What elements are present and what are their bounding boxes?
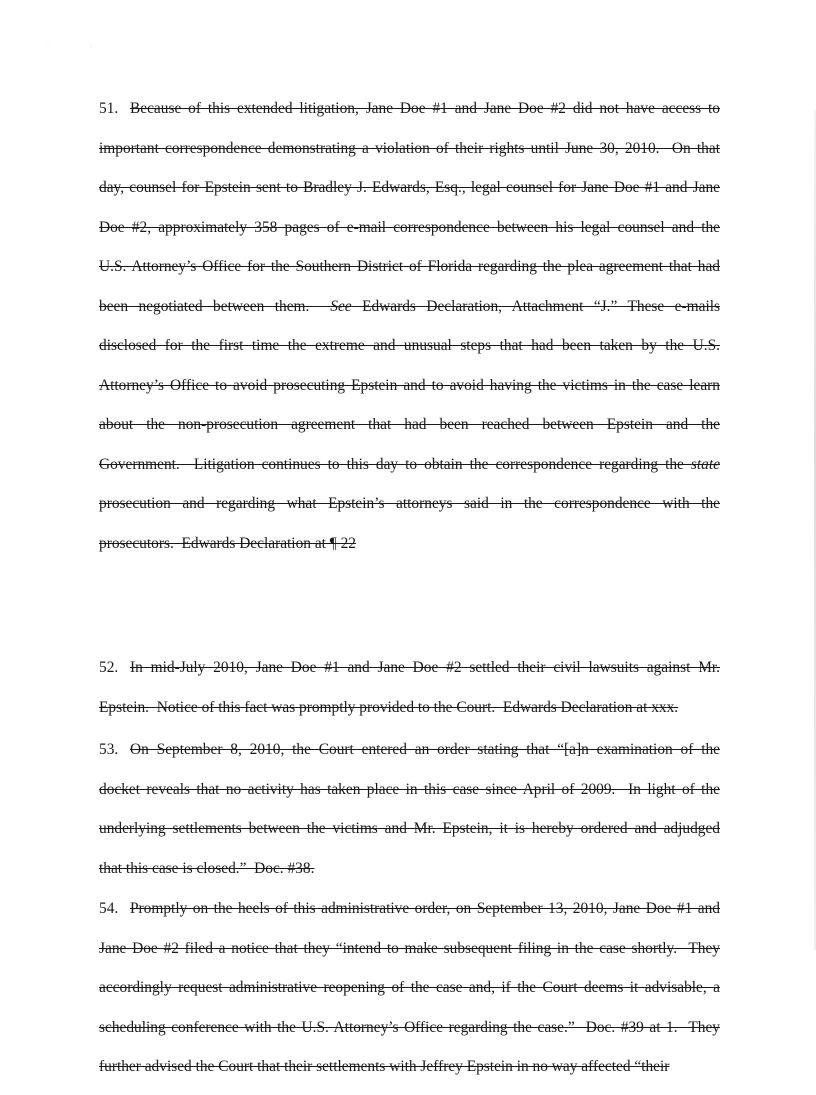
text-line — [99, 255, 720, 279]
struck-text: about the non-prosecution agreement that had been reached between Epstein and the — [99, 416, 720, 433]
text-line — [99, 696, 720, 720]
struck-text: Promptly on the heels of this administrative order, on September 13, 2010, Jane Doe #1 and — [130, 900, 720, 917]
paragraph-51 — [99, 97, 720, 571]
paragraph-number: 53. — [99, 741, 119, 758]
scan-speck: · — [47, 40, 49, 46]
text-line — [99, 492, 720, 516]
italic-text: See — [330, 297, 352, 315]
struck-text: Because of this extended litigation, Jane Doe #1 and Jane Doe #2 did not have access to — [130, 100, 720, 117]
text-line — [99, 532, 720, 556]
text-line — [99, 374, 720, 398]
struck-text: day, counsel for Epstein sent to Bradley J. Edwards, Esq., legal counsel for Jane Doe #1 and Jane — [99, 179, 720, 196]
paragraph-54 — [99, 897, 720, 1095]
struck-text: disclosed for the first time the extreme and unusual steps that had been taken by the U.S. — [99, 337, 720, 354]
struck-text: been negotiated between them. — [99, 297, 331, 315]
struck-text: In mid-July 2010, Jane Doe #1 and Jane Doe #2 settled their civil lawsuits against Mr. — [130, 659, 720, 676]
struck-text: that this case is closed.” Doc. #38. — [99, 859, 315, 877]
struck-text: Doe #2, approximately 358 pages of e-mail correspondence between his legal counsel and the — [99, 218, 720, 236]
text-line — [99, 295, 720, 319]
text-line — [99, 778, 720, 802]
text-line — [99, 176, 720, 200]
paragraph-number: 51. — [99, 100, 119, 117]
struck-text: further advised the Court that their settlements with Jeffrey Epstein in no way affected “their — [99, 1058, 670, 1075]
struck-text: important correspondence demonstrating a violation of their rights until June 30, 2010. On that — [99, 139, 720, 157]
struck-text: underlying settlements between the victims and Mr. Epstein, it is hereby ordered and adjudged — [99, 820, 720, 837]
struck-text: On September 8, 2010, the Court entered an order stating that “[a]n examination of the — [130, 741, 720, 758]
text-line — [99, 216, 720, 240]
paragraph-number: 54. — [99, 900, 119, 917]
struck-text: accordingly request administrative reopening of the case and, if the Court deems it advisable, a — [99, 979, 720, 996]
struck-text: Government. Litigation continues to this day to obtain the correspondence regarding the — [99, 455, 691, 473]
struck-text: Epstein. Notice of this fact was promptly provided to the Court. Edwards Declaration at xxx. — [99, 698, 679, 716]
text-line — [99, 453, 720, 477]
struck-text: Edwards Declaration, Attachment “J.” These e-mails — [351, 297, 720, 315]
struck-text: docket reveals that no activity has taken place in this case since April of 2009. In light of the — [99, 780, 720, 798]
text-line — [99, 1055, 720, 1079]
text-line — [99, 334, 720, 358]
text-line — [99, 413, 720, 437]
struck-text: Jane Doe #2 filed a notice that they “intend to make subsequent filing in the case shortly. They — [99, 939, 720, 957]
text-line — [99, 656, 720, 680]
text-line — [99, 857, 720, 881]
italic-text: state — [690, 455, 720, 473]
text-line — [99, 97, 720, 121]
struck-text: Attorney’s Office to avoid prosecuting Epstein and to avoid having the victims in the case learn — [99, 376, 720, 394]
struck-text: scheduling conference with the U.S. Attorney’s Office regarding the case.” Doc. #39 at 1. They — [99, 1018, 720, 1036]
paragraph-53 — [99, 738, 720, 896]
text-line — [99, 137, 720, 161]
scan-speck: · — [90, 44, 92, 50]
text-line — [99, 937, 720, 961]
text-line — [99, 738, 720, 762]
text-line — [99, 897, 720, 921]
text-line — [99, 1016, 720, 1040]
struck-text: prosecutors. Edwards Declaration at ¶ 22 — [99, 534, 356, 552]
struck-text: prosecution and regarding what Epstein’s attorneys said in the correspondence with the — [99, 495, 720, 512]
text-line — [99, 817, 720, 841]
paragraph-52 — [99, 656, 720, 735]
struck-text: U.S. Attorney’s Office for the Southern District of Florida regarding the plea agreement that had — [99, 258, 720, 275]
paragraph-number: 52. — [99, 659, 119, 676]
text-line — [99, 976, 720, 1000]
